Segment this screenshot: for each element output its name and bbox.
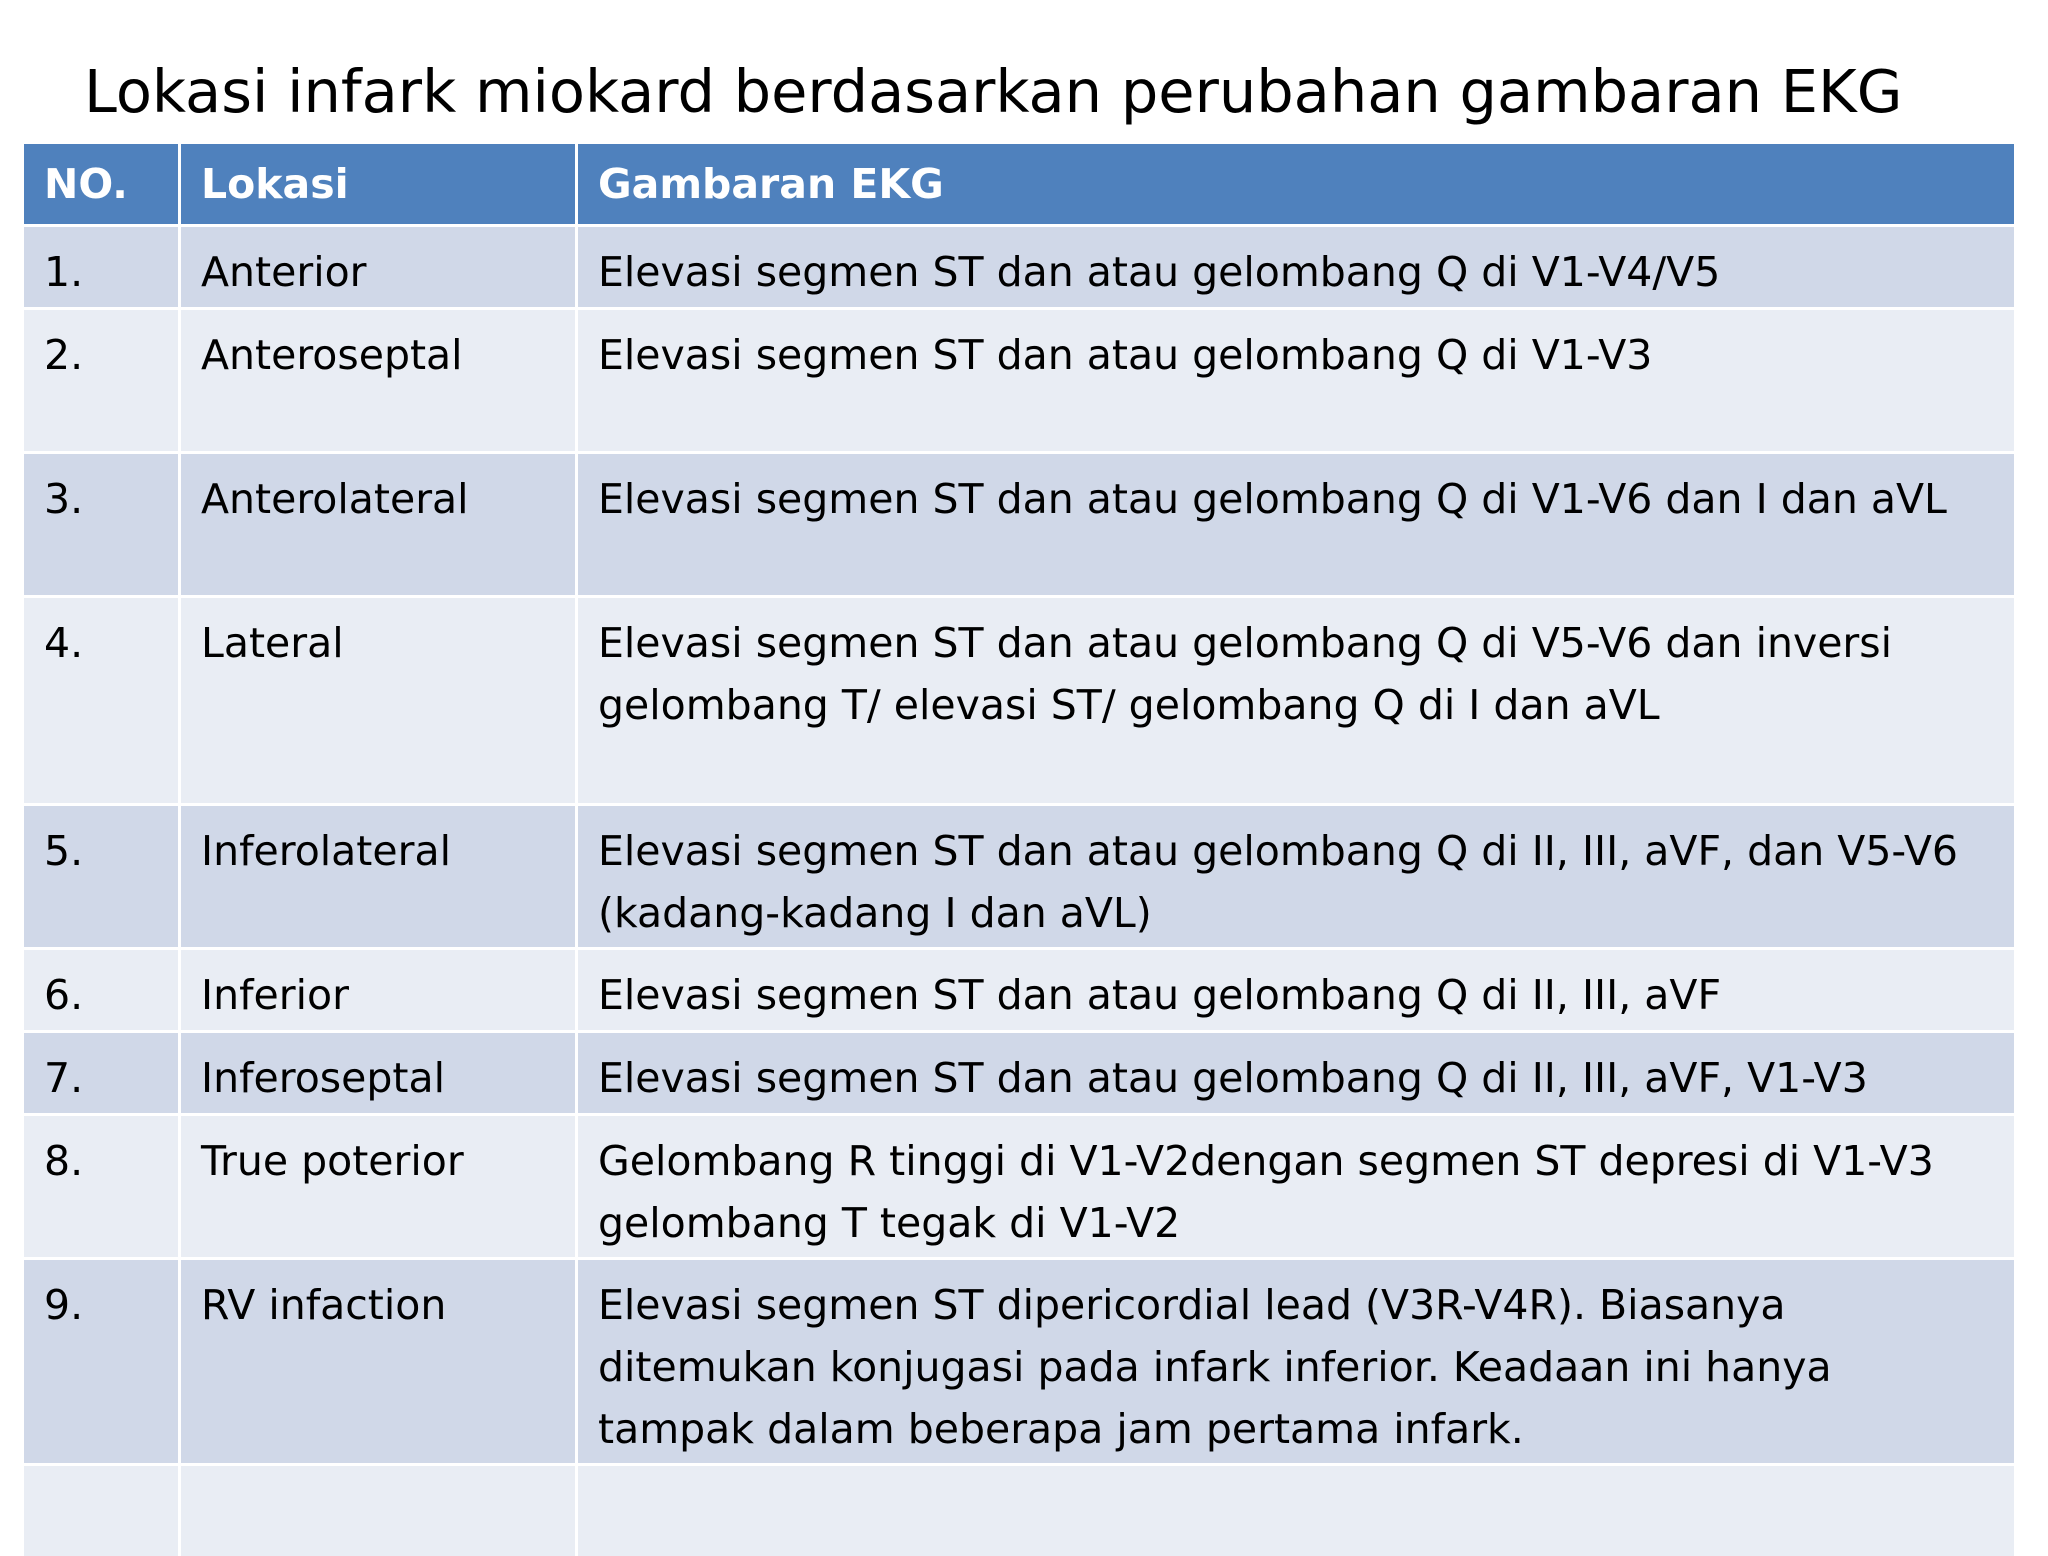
header-gambaran: Gambaran EKG bbox=[578, 144, 2014, 224]
cell-gambaran: Elevasi segmen ST dan atau gelombang Q di V5-V6 dan inversi gelombang T/ elevasi ST/ gelombang Q di I dan aVL bbox=[578, 598, 2014, 803]
cell-lokasi: Inferolateral bbox=[181, 806, 578, 947]
cell-no: 2. bbox=[24, 310, 181, 451]
ekg-location-table bbox=[24, 144, 2014, 1556]
cell-no: 9. bbox=[24, 1260, 181, 1463]
cell-no: 5. bbox=[24, 806, 181, 947]
cell-gambaran: Elevasi segmen ST dan atau gelombang Q di II, III, aVF bbox=[578, 950, 2014, 1030]
cell-lokasi: Lateral bbox=[181, 598, 578, 803]
cell-no: 3. bbox=[24, 454, 181, 595]
cell-no bbox=[24, 1466, 181, 1556]
cell-lokasi: RV infaction bbox=[181, 1260, 578, 1463]
cell-lokasi: Anterolateral bbox=[181, 454, 578, 595]
cell-no: 4. bbox=[24, 598, 181, 803]
cell-no: 7. bbox=[24, 1033, 181, 1113]
cell-gambaran bbox=[578, 1466, 2014, 1556]
cell-no: 8. bbox=[24, 1116, 181, 1257]
cell-gambaran: Elevasi segmen ST dan atau gelombang Q di II, III, aVF, V1-V3 bbox=[578, 1033, 2014, 1113]
cell-no: 1. bbox=[24, 227, 181, 307]
cell-lokasi bbox=[181, 1466, 578, 1556]
cell-lokasi: True poterior bbox=[181, 1116, 578, 1257]
slide-title: Lokasi infark miokard berdasarkan perubahan gambaran EKG bbox=[84, 57, 1903, 126]
cell-gambaran: Elevasi segmen ST dipericordial lead (V3R-V4R). Biasanya ditemukan konjugasi pada infark inferior. Keadaan ini hanya tampak dalam beberapa jam pertama infark. bbox=[578, 1260, 2014, 1463]
header-lokasi: Lokasi bbox=[181, 144, 578, 224]
cell-lokasi: Anteroseptal bbox=[181, 310, 578, 451]
header-no: NO. bbox=[24, 144, 181, 224]
cell-lokasi: Anterior bbox=[181, 227, 578, 307]
cell-gambaran: Elevasi segmen ST dan atau gelombang Q di V1-V6 dan I dan aVL bbox=[578, 454, 2014, 595]
cell-gambaran: Gelombang R tinggi di V1-V2dengan segmen ST depresi di V1-V3 gelombang T tegak di V1-V2 bbox=[578, 1116, 2014, 1257]
cell-no: 6. bbox=[24, 950, 181, 1030]
cell-lokasi: Inferoseptal bbox=[181, 1033, 578, 1113]
cell-gambaran: Elevasi segmen ST dan atau gelombang Q di V1-V3 bbox=[578, 310, 2014, 451]
cell-lokasi: Inferior bbox=[181, 950, 578, 1030]
cell-gambaran: Elevasi segmen ST dan atau gelombang Q di II, III, aVF, dan V5-V6 (kadang-kadang I dan aVL) bbox=[578, 806, 2014, 947]
cell-gambaran: Elevasi segmen ST dan atau gelombang Q di V1-V4/V5 bbox=[578, 227, 2014, 307]
